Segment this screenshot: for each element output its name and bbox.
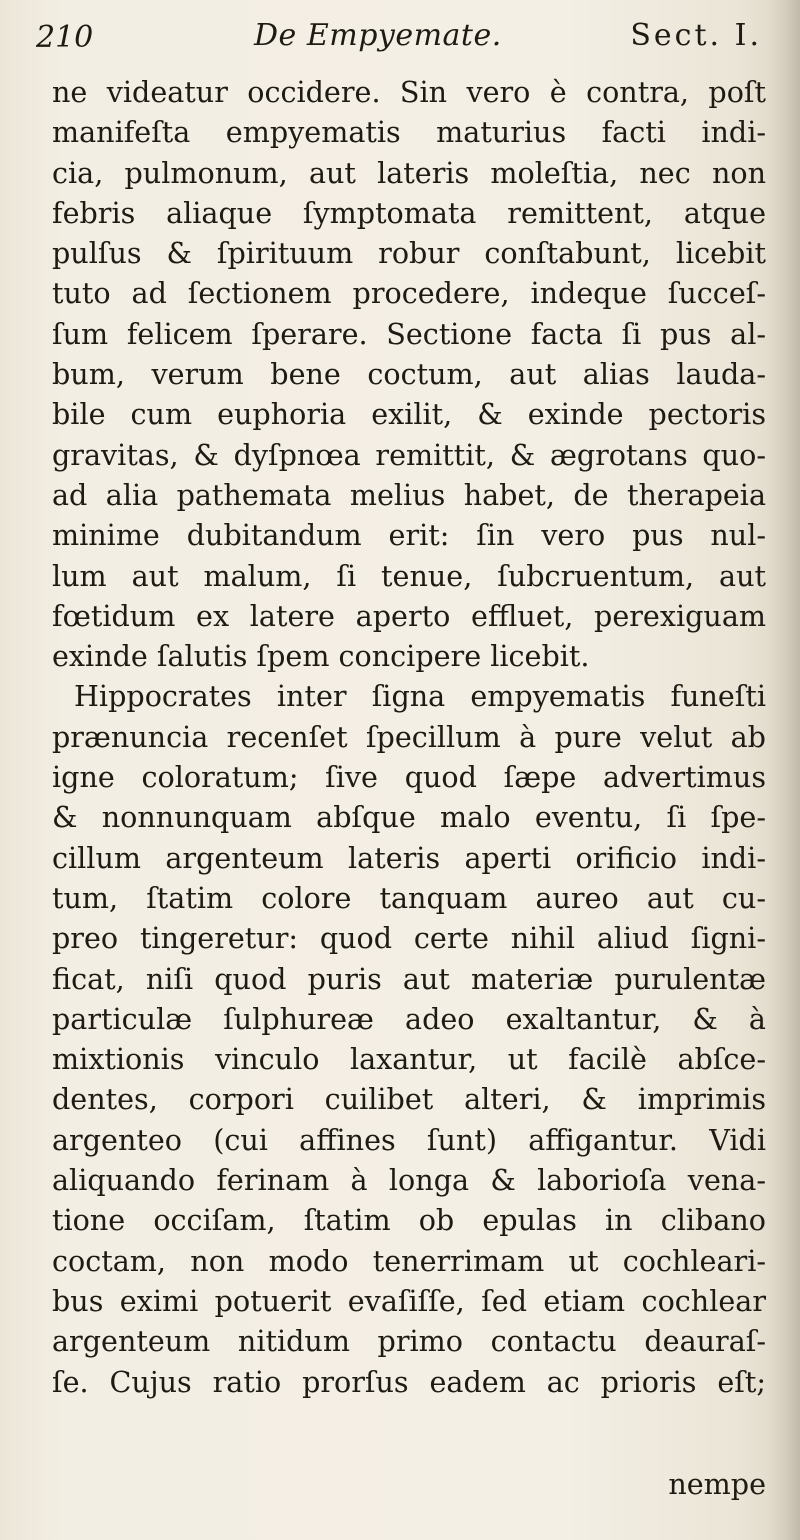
text-line: gravitas, & dyſpnœa remittit, & ægrotans quo- [52, 437, 766, 472]
text-line: ſe. Cujus ratio prorſus eadem ac prioris eſt; [52, 1364, 766, 1399]
text-line: cia, pulmonum, aut lateris moleſtia, nec non [52, 155, 766, 190]
text-line: mixtionis vinculo laxantur, ut facilè abſce- [52, 1042, 766, 1077]
text-line: argenteum nitidum primo contactu deauraſ- [52, 1324, 766, 1359]
text-line: ad alia pathemata melius habet, de therapeia [52, 477, 766, 512]
text-line: & nonnunquam abſque malo eventu, ſi ſpe- [52, 800, 766, 835]
text-line: dentes, corpori cuilibet alteri, & imprimis [52, 1082, 766, 1117]
running-title: De Empyemate. [254, 18, 502, 53]
text-line: tione occiſam, ſtatim ob epulas in clibano [52, 1203, 766, 1238]
text-line: lum aut malum, ſi tenue, ſubcruentum, aut [52, 558, 766, 593]
text-line: coctam, non modo tenerrimam ut cochleari- [52, 1243, 766, 1278]
text-line: bile cum euphoria exilit, & exinde pectoris [52, 397, 766, 432]
text-line: tum, ſtatim colore tanquam aureo aut cu- [52, 880, 766, 915]
text-line: ficat, niſi quod puris aut materiæ purulentæ [52, 961, 766, 996]
text-line: manifeſta empyematis maturius facti indi- [52, 115, 766, 150]
page-header [36, 16, 766, 62]
text-line: bum, verum bene coctum, aut alias lauda- [52, 357, 766, 392]
body-text [52, 72, 766, 1402]
text-line: particulæ ſulphureæ adeo exaltantur, & à [52, 1001, 766, 1036]
page-number: 210 [36, 20, 94, 55]
text-line: prænuncia recenſet ſpecillum à pure velut ab [52, 719, 766, 754]
text-line: aliquando ferinam à longa & laborioſa vena- [52, 1163, 766, 1198]
text-line: Hippocrates inter ſigna empyematis funeſti [74, 679, 766, 714]
text-line: ne videatur occidere. Sin vero è contra, poſt [52, 75, 766, 109]
text-line: igne coloratum; ſive quod ſæpe advertimus [52, 760, 766, 795]
section-label: Sect. I. [630, 18, 762, 53]
text-line: cillum argenteum lateris aperti orificio indi- [52, 840, 766, 875]
text-line: febris aliaque ſymptomata remittent, atque [52, 195, 766, 230]
text-line: bus eximi potuerit evaſiſſe, ſed etiam cochlear [52, 1283, 766, 1318]
text-line: pulſus & ſpirituum robur conſtabunt, licebit [52, 236, 766, 271]
text-line: preo tingeretur: quod certe nihil aliud ſigni- [52, 921, 766, 956]
text-line: argenteo (cui affines ſunt) affigantur. Vidi [52, 1122, 766, 1157]
page-edge-shadow [766, 0, 800, 1540]
text-line: ſum felicem ſperare. Sectione facta ſi pus al- [52, 316, 766, 351]
catchword: nempe [668, 1467, 766, 1501]
text-line: minime dubitandum erit: ſin vero pus nul- [52, 518, 766, 553]
text-line: exinde ſalutis ſpem concipere licebit. [52, 639, 590, 674]
text-line: tuto ad ſectionem procedere, indeque ſucceſ- [52, 276, 766, 311]
text-line: fœtidum ex latere aperto effluet, perexiguam [52, 598, 766, 633]
